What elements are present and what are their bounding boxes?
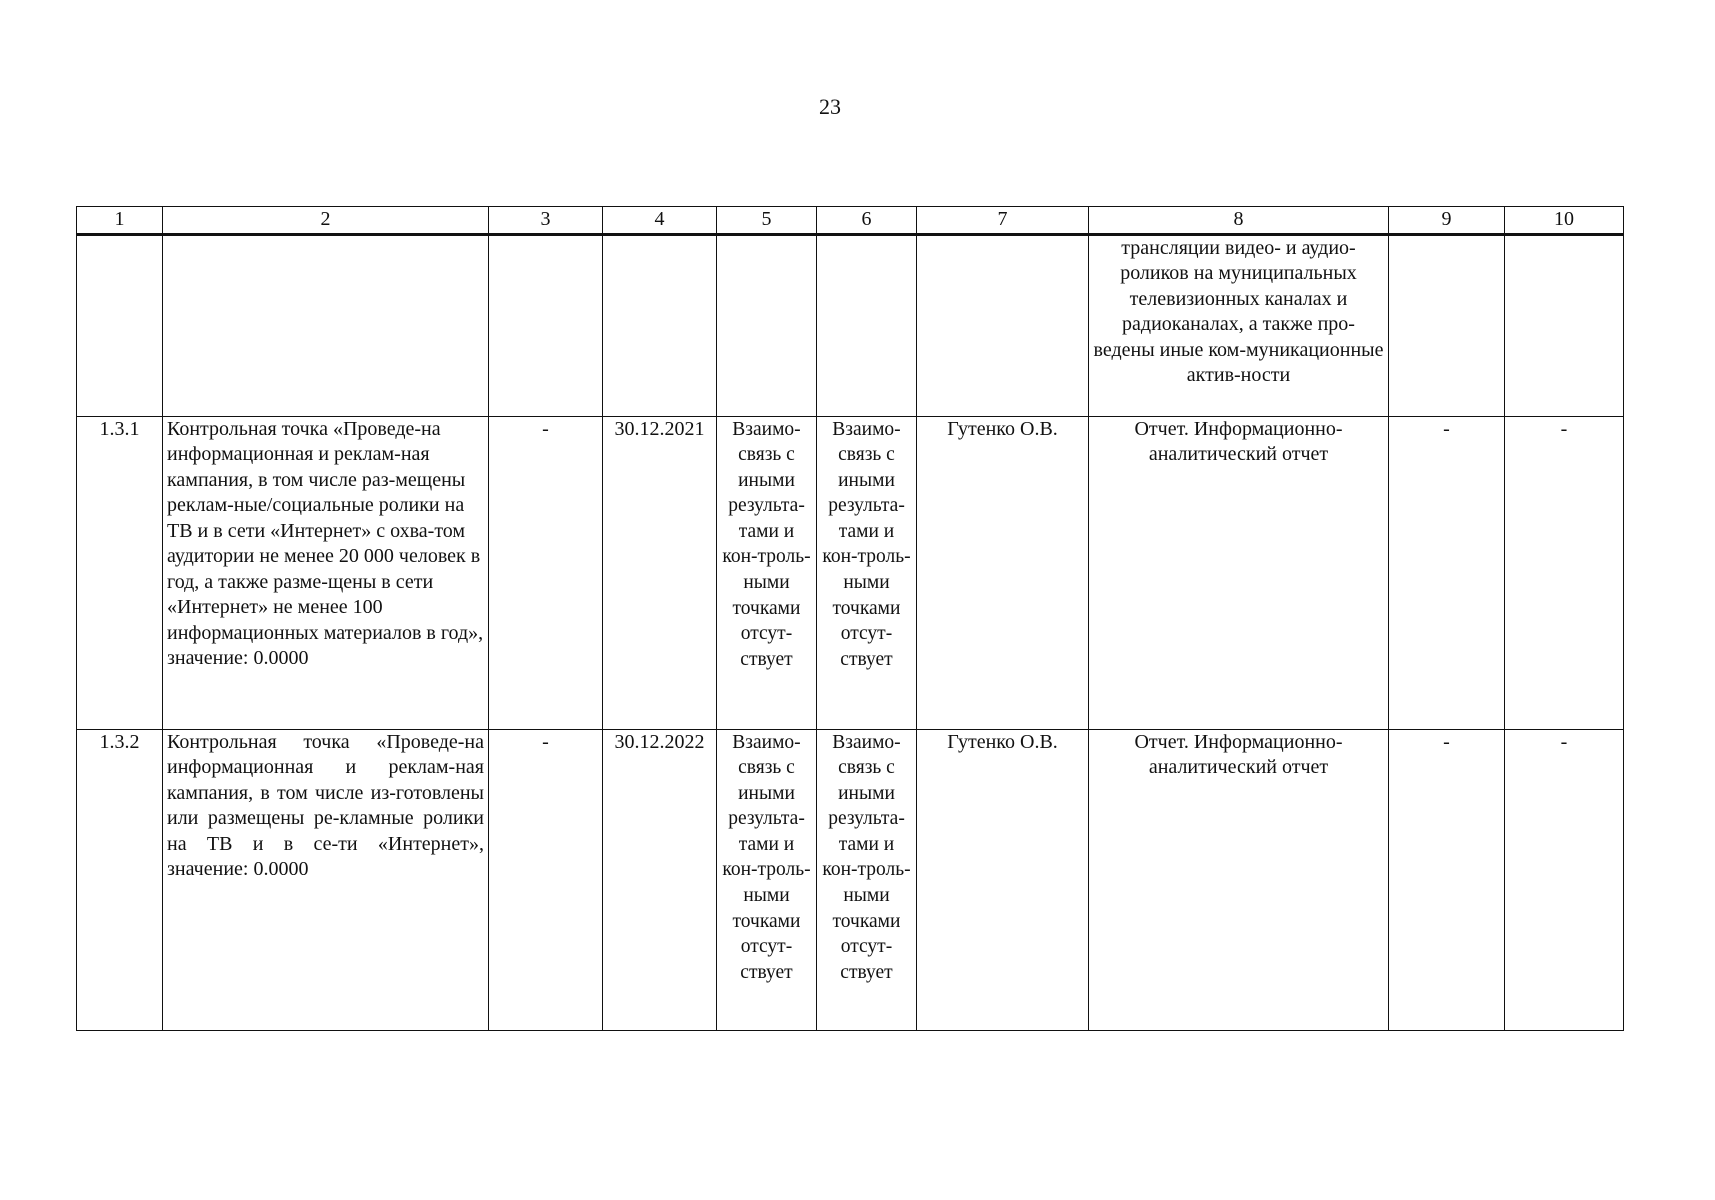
- row-col9: -: [1389, 416, 1505, 729]
- row-col6: Взаимо-связь с иными результа-тами и кон-троль-ными точками отсут-ствует: [817, 729, 917, 1030]
- cell-empty: [163, 234, 489, 416]
- table-row-continued: [77, 234, 1624, 416]
- row-col5: Взаимо-связь с иными результа-тами и кон-троль-ными точками отсут-ствует: [717, 416, 817, 729]
- row-date: 30.12.2021: [603, 416, 717, 729]
- header-col-3: 3: [489, 207, 603, 235]
- header-col-4: 4: [603, 207, 717, 235]
- row-col3: -: [489, 729, 603, 1030]
- header-col-10: 10: [1505, 207, 1624, 235]
- row-responsible: Гутенко О.В.: [917, 416, 1089, 729]
- row-col5: Взаимо-связь с иными результа-тами и кон-троль-ными точками отсут-ствует: [717, 729, 817, 1030]
- cell-empty: [603, 234, 717, 416]
- header-col-6: 6: [817, 207, 917, 235]
- row-report: Отчет. Информационно-аналитический отчет: [1089, 729, 1389, 1030]
- page-number: 23: [819, 94, 841, 119]
- header-col-7: 7: [917, 207, 1089, 235]
- row-number: 1.3.1: [77, 416, 163, 729]
- header-col-5: 5: [717, 207, 817, 235]
- table-row: [77, 416, 1624, 729]
- header-col-8: 8: [1089, 207, 1389, 235]
- row-description: Контрольная точка «Проведе-на информационная и реклам-ная кампания, в том числе из-готовлены или размещены ре-кламные ролики на ТВ и в се-ти «Интернет», значение: 0.0000: [163, 729, 489, 1030]
- row-responsible: Гутенко О.В.: [917, 729, 1089, 1030]
- row-number: 1.3.2: [77, 729, 163, 1030]
- cell-empty: [917, 234, 1089, 416]
- row-col10: -: [1505, 729, 1624, 1030]
- header-col-1: 1: [77, 207, 163, 235]
- row-col3: -: [489, 416, 603, 729]
- table-row: [77, 729, 1624, 1030]
- row-description: Контрольная точка «Проведе-на информационная и реклам-ная кампания, в том числе раз-мещены реклам-ные/социальные ролики на ТВ и в сети «Интернет» с охва-том аудитории не менее 20 000 человек в год, а также разме-щены в сети «Интернет» не менее 100 информационных материалов в год», значение: 0.0000: [163, 416, 489, 729]
- plan-table: [76, 206, 1624, 1031]
- cell-empty: [1505, 234, 1624, 416]
- cell-empty: [77, 234, 163, 416]
- cell-empty: [717, 234, 817, 416]
- row-col6: Взаимо-связь с иными результа-тами и кон-троль-ными точками отсут-ствует: [817, 416, 917, 729]
- cell-empty: [1389, 234, 1505, 416]
- row-date: 30.12.2022: [603, 729, 717, 1030]
- row-report: Отчет. Информационно-аналитический отчет: [1089, 416, 1389, 729]
- continued-text-cell: трансляции видео- и аудио-роликов на муниципальных телевизионных каналах и радиоканалах, а также про-ведены иные ком-муникационные актив-ности: [1089, 234, 1389, 416]
- header-col-2: 2: [163, 207, 489, 235]
- header-row: [77, 207, 1624, 235]
- header-col-9: 9: [1389, 207, 1505, 235]
- cell-empty: [817, 234, 917, 416]
- cell-empty: [489, 234, 603, 416]
- row-col10: -: [1505, 416, 1624, 729]
- row-col9: -: [1389, 729, 1505, 1030]
